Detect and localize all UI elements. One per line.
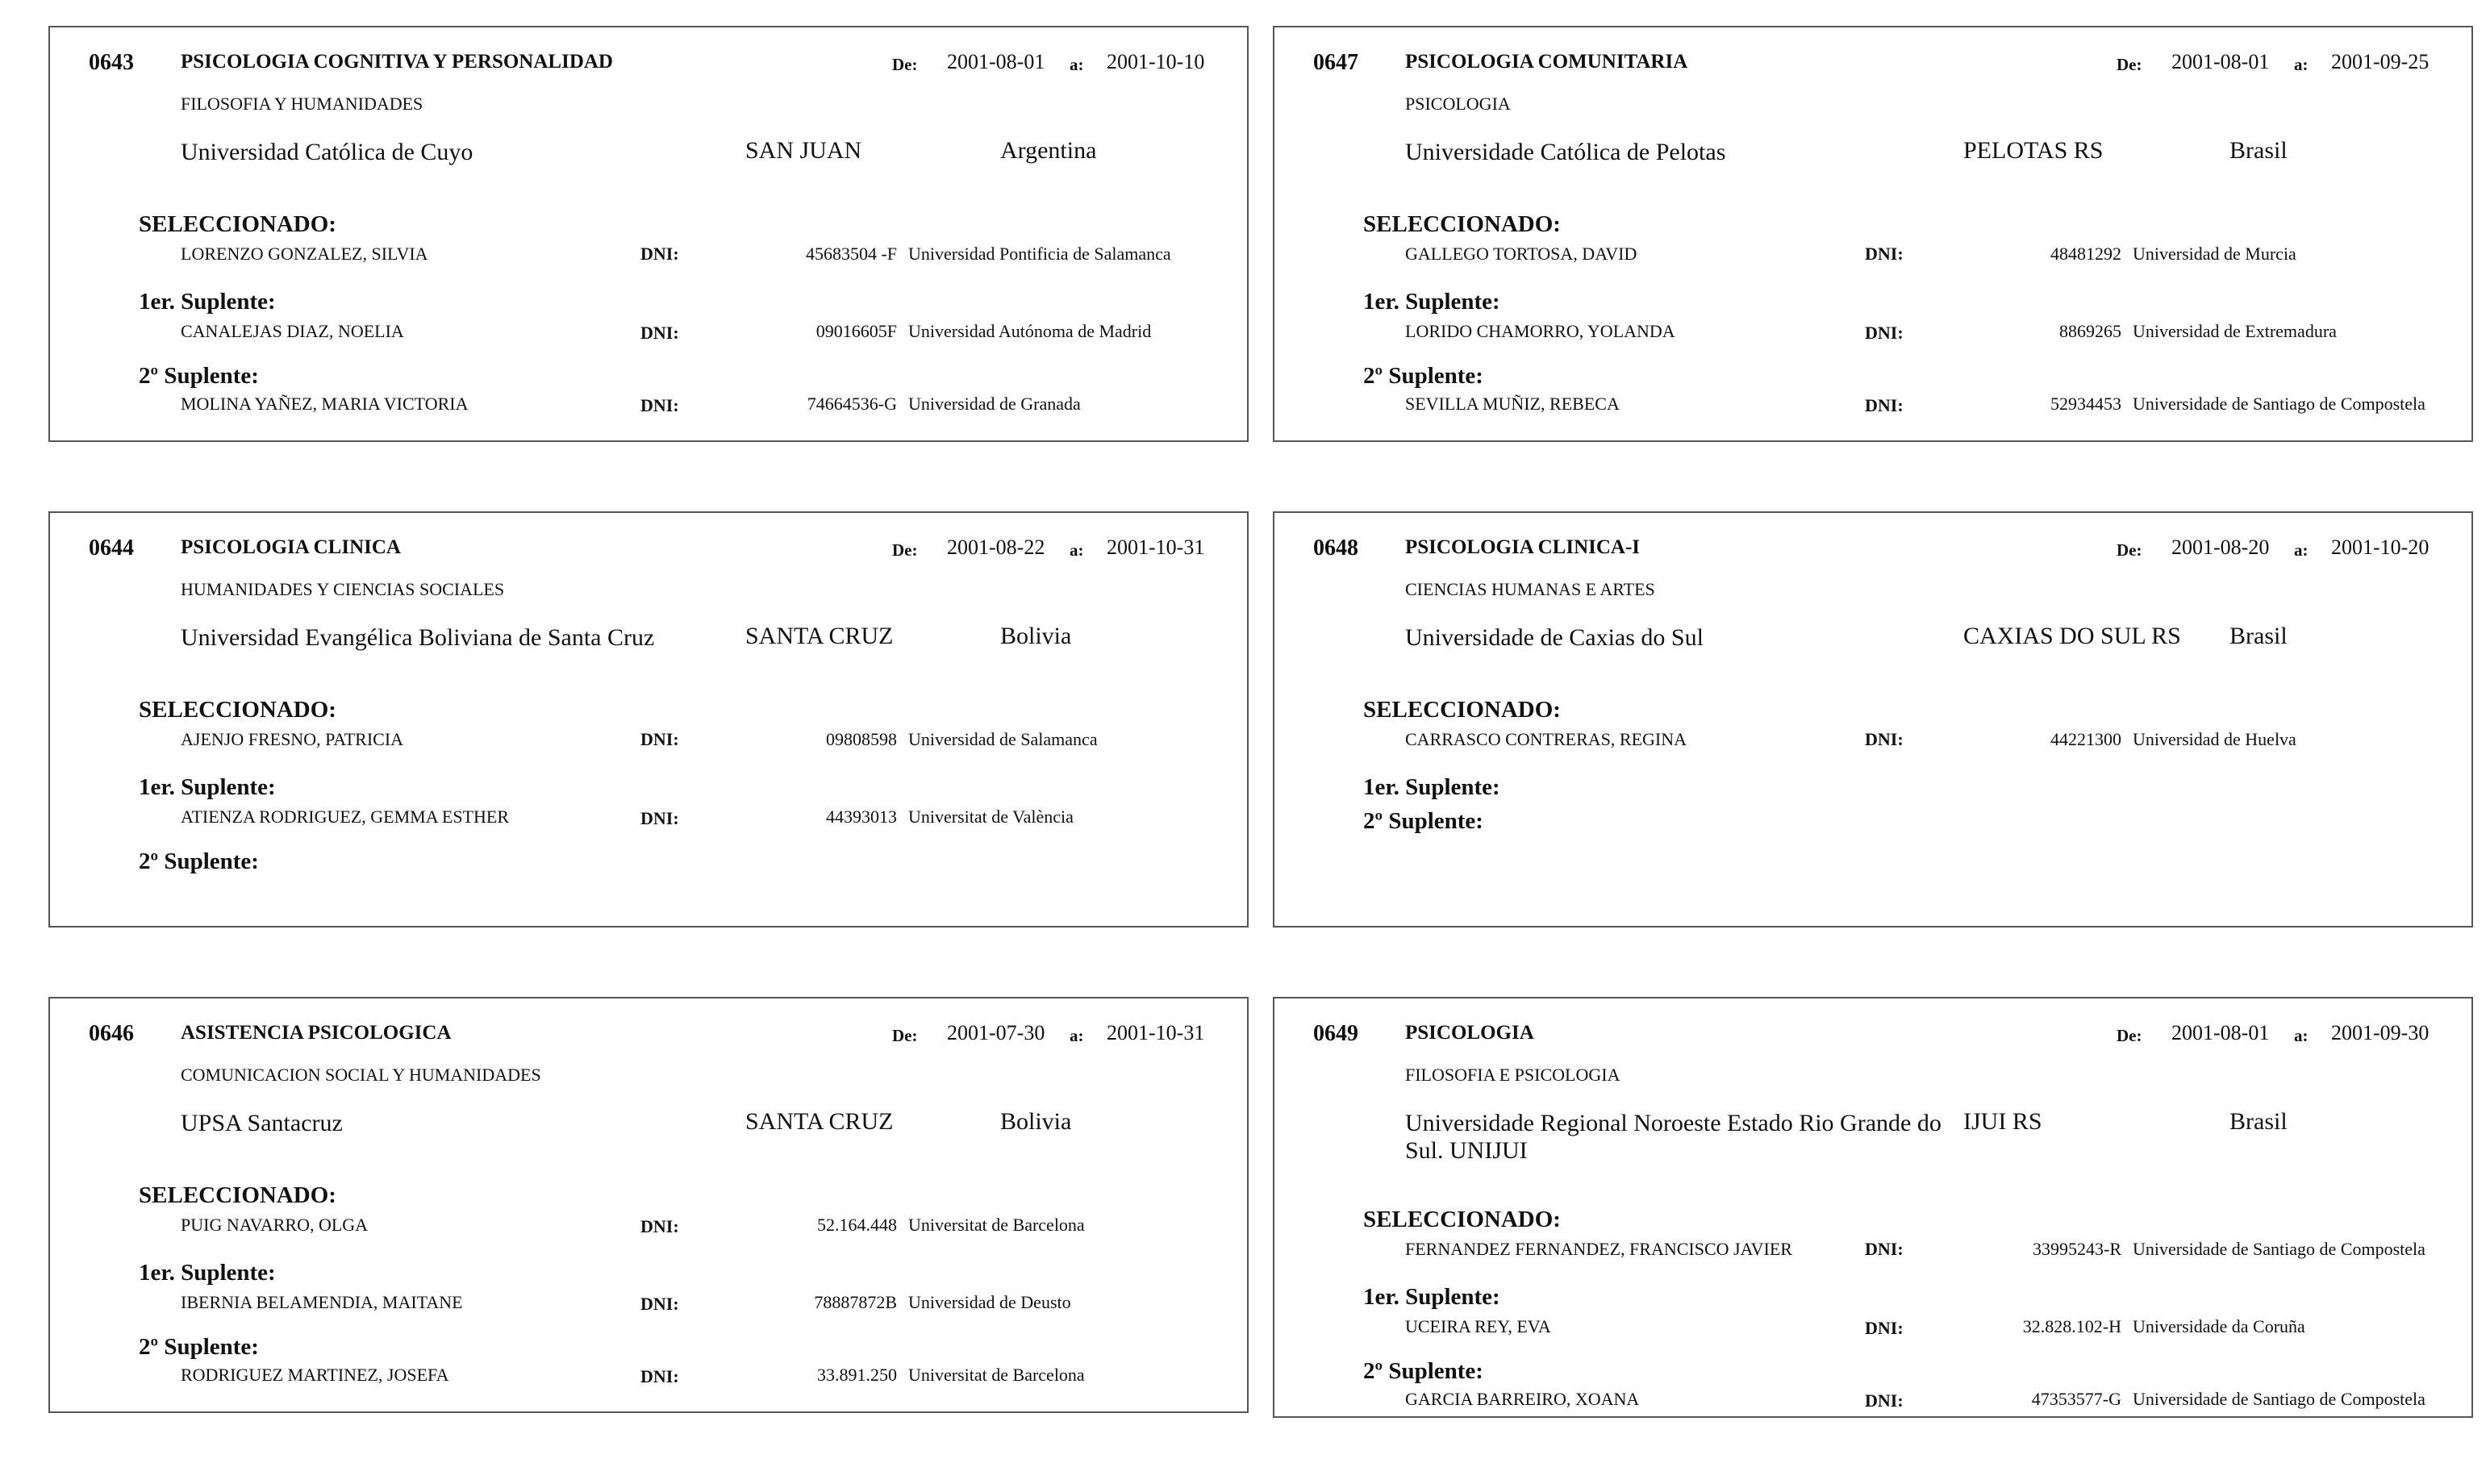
first-substitute-university: Universidad Autónoma de Madrid xyxy=(908,321,1152,341)
placement-card xyxy=(1273,26,2473,442)
date-to: 2001-10-31 xyxy=(1107,1021,1205,1044)
selected-name: GALLEGO TORTOSA, DAVID xyxy=(1405,244,1637,264)
selected-university: Universidad Pontificia de Salamanca xyxy=(908,244,1171,264)
selected-heading: SELECCIONADO: xyxy=(139,697,336,723)
second-substitute-dni: 74664536-G xyxy=(807,394,897,414)
program-title: ASISTENCIA PSICOLOGICA xyxy=(181,1022,452,1044)
host-university: Universidad Evangélica Boliviana de Santa Cruz xyxy=(181,624,655,651)
first-substitute-dni: 32.828.102-H xyxy=(2022,1316,2121,1336)
dni-label: DNI: xyxy=(1865,729,1904,749)
first-substitute-name: IBERNIA BELAMENDIA, MAITANE xyxy=(181,1292,463,1312)
faculty: CIENCIAS HUMANAS E ARTES xyxy=(1405,579,1655,599)
dni-label: DNI: xyxy=(640,1294,679,1314)
second-substitute-dni: 47353577-G xyxy=(2031,1389,2121,1409)
selected-dni: 52.164.448 xyxy=(817,1215,897,1235)
dni-label: DNI: xyxy=(640,1366,679,1386)
host-city: SAN JUAN xyxy=(745,137,862,164)
placement-card xyxy=(48,997,1249,1413)
second-substitute-name: MOLINA YAÑEZ, MARIA VICTORIA xyxy=(181,394,469,414)
dni-label: DNI: xyxy=(1865,1390,1904,1411)
date-to: 2001-09-30 xyxy=(2331,1021,2430,1044)
placement-code: 0647 xyxy=(1313,50,1358,75)
second-substitute-name: SEVILLA MUÑIZ, REBECA xyxy=(1405,394,1620,414)
date-to-label: a: xyxy=(2294,540,2309,560)
host-city: CAXIAS DO SUL RS xyxy=(1963,623,2181,649)
first-substitute-heading: 1er. Suplente: xyxy=(1363,1284,1500,1310)
second-substitute-dni: 52934453 xyxy=(2050,394,2121,414)
faculty: COMUNICACION SOCIAL Y HUMANIDADES xyxy=(181,1065,541,1085)
host-university: Universidade Regional Noroeste Estado Rio Grande do Sul. UNIJUI xyxy=(1405,1110,1942,1164)
first-substitute-name: ATIENZA RODRIGUEZ, GEMMA ESTHER xyxy=(181,807,509,827)
faculty: FILOSOFIA Y HUMANIDADES xyxy=(181,94,423,114)
first-substitute-dni: 44393013 xyxy=(826,807,897,827)
host-country: Brasil xyxy=(2229,1108,2288,1135)
selected-name: FERNANDEZ FERNANDEZ, FRANCISCO JAVIER xyxy=(1405,1239,1792,1259)
second-substitute-heading: 2º Suplente: xyxy=(1363,1358,1483,1384)
placement-code: 0644 xyxy=(89,536,134,561)
first-substitute-heading: 1er. Suplente: xyxy=(139,774,276,800)
program-title: PSICOLOGIA COGNITIVA Y PERSONALIDAD xyxy=(181,51,613,73)
placement-card xyxy=(1273,511,2473,928)
second-substitute-heading: 2º Suplente: xyxy=(1363,808,1483,834)
dni-label: DNI: xyxy=(1865,1318,1904,1338)
selected-heading: SELECCIONADO: xyxy=(1363,211,1561,237)
selected-university: Universidad de Murcia xyxy=(2133,244,2296,264)
second-substitute-university: Universidade de Santiago de Compostela xyxy=(2133,1389,2425,1409)
selected-university: Universitat de Barcelona xyxy=(908,1215,1085,1235)
first-substitute-university: Universidade da Coruña xyxy=(2133,1316,2305,1336)
date-to: 2001-10-20 xyxy=(2331,536,2430,559)
date-to-label: a: xyxy=(1070,55,1084,74)
date-from: 2001-08-01 xyxy=(2171,50,2270,73)
dni-label: DNI: xyxy=(640,808,679,828)
dni-label: DNI: xyxy=(640,244,679,264)
first-substitute-name: LORIDO CHAMORRO, YOLANDA xyxy=(1405,321,1675,341)
dni-label: DNI: xyxy=(1865,395,1904,415)
placement-code: 0643 xyxy=(89,50,134,75)
host-city: PELOTAS RS xyxy=(1963,137,2104,164)
date-to: 2001-10-31 xyxy=(1107,536,1205,559)
selected-name: PUIG NAVARRO, OLGA xyxy=(181,1215,369,1235)
date-from: 2001-08-22 xyxy=(947,536,1045,559)
first-substitute-dni: 78887872B xyxy=(814,1292,897,1312)
selected-name: CARRASCO CONTRERAS, REGINA xyxy=(1405,729,1687,749)
selected-name: AJENJO FRESNO, PATRICIA xyxy=(181,729,404,749)
date-to-label: a: xyxy=(2294,55,2309,74)
selected-name: LORENZO GONZALEZ, SILVIA xyxy=(181,244,428,264)
dni-label: DNI: xyxy=(1865,1239,1904,1259)
faculty: PSICOLOGIA xyxy=(1405,94,1511,114)
first-substitute-heading: 1er. Suplente: xyxy=(139,1260,276,1286)
host-university: UPSA Santacruz xyxy=(181,1110,343,1136)
date-from-label: De: xyxy=(2117,55,2142,74)
host-university: Universidade de Caxias do Sul xyxy=(1405,624,1704,651)
program-title: PSICOLOGIA CLINICA-I xyxy=(1405,536,1641,558)
first-substitute-university: Universidad de Deusto xyxy=(908,1292,1071,1312)
first-substitute-university: Universidad de Extremadura xyxy=(2133,321,2337,341)
host-city: SANTA CRUZ xyxy=(745,623,894,649)
selected-dni: 33995243-R xyxy=(2033,1239,2121,1259)
first-substitute-dni: 8869265 xyxy=(2059,321,2121,341)
faculty: HUMANIDADES Y CIENCIAS SOCIALES xyxy=(181,579,505,599)
dni-label: DNI: xyxy=(640,395,679,415)
second-substitute-university: Universidade de Santiago de Compostela xyxy=(2133,394,2425,414)
selected-dni: 44221300 xyxy=(2050,729,2121,749)
first-substitute-name: UCEIRA REY, EVA xyxy=(1405,1316,1551,1336)
dni-label: DNI: xyxy=(640,729,679,749)
selected-dni: 45683504 -F xyxy=(805,244,897,264)
first-substitute-heading: 1er. Suplente: xyxy=(1363,289,1500,315)
date-from-label: De: xyxy=(2117,1026,2142,1045)
host-university: Universidad Católica de Cuyo xyxy=(181,139,473,165)
host-country: Brasil xyxy=(2229,137,2288,164)
host-country: Bolivia xyxy=(1000,1108,1072,1135)
selected-heading: SELECCIONADO: xyxy=(139,1182,336,1208)
dni-label: DNI: xyxy=(640,1216,679,1236)
first-substitute-dni: 09016605F xyxy=(815,321,897,341)
second-substitute-dni: 33.891.250 xyxy=(817,1365,897,1385)
selected-heading: SELECCIONADO: xyxy=(1363,1207,1561,1232)
program-title: PSICOLOGIA CLINICA xyxy=(181,536,401,558)
date-to-label: a: xyxy=(1070,1026,1084,1045)
placement-card xyxy=(1273,997,2473,1418)
dni-label: DNI: xyxy=(1865,244,1904,264)
second-substitute-heading: 2º Suplente: xyxy=(139,1334,259,1360)
first-substitute-heading: 1er. Suplente: xyxy=(139,289,276,315)
host-country: Brasil xyxy=(2229,623,2288,649)
second-substitute-university: Universitat de Barcelona xyxy=(908,1365,1085,1385)
selected-university: Universidad de Salamanca xyxy=(908,729,1098,749)
date-from: 2001-08-01 xyxy=(947,50,1045,73)
placement-code: 0649 xyxy=(1313,1021,1358,1046)
first-substitute-heading: 1er. Suplente: xyxy=(1363,774,1500,800)
host-city: IJUI RS xyxy=(1963,1108,2042,1135)
date-to: 2001-10-10 xyxy=(1107,50,1205,73)
selected-university: Universidad de Huelva xyxy=(2133,729,2296,749)
date-to: 2001-09-25 xyxy=(2331,50,2430,73)
date-from-label: De: xyxy=(892,540,918,560)
second-substitute-university: Universidad de Granada xyxy=(908,394,1081,414)
selected-dni: 09808598 xyxy=(826,729,897,749)
placement-card xyxy=(48,511,1249,928)
first-substitute-name: CANALEJAS DIAZ, NOELIA xyxy=(181,321,404,341)
second-substitute-name: GARCIA BARREIRO, XOANA xyxy=(1405,1389,1640,1409)
host-university: Universidade Católica de Pelotas xyxy=(1405,139,1726,165)
date-from-label: De: xyxy=(2117,540,2142,560)
host-country: Argentina xyxy=(1000,137,1097,164)
placement-code: 0648 xyxy=(1313,536,1358,561)
date-to-label: a: xyxy=(2294,1026,2309,1045)
date-from: 2001-08-20 xyxy=(2171,536,2270,559)
date-from-label: De: xyxy=(892,55,918,74)
second-substitute-name: RODRIGUEZ MARTINEZ, JOSEFA xyxy=(181,1365,449,1385)
second-substitute-heading: 2º Suplente: xyxy=(1363,363,1483,389)
host-country: Bolivia xyxy=(1000,623,1072,649)
placement-card xyxy=(48,26,1249,442)
selected-university: Universidade de Santiago de Compostela xyxy=(2133,1239,2425,1259)
date-to-label: a: xyxy=(1070,540,1084,560)
second-substitute-heading: 2º Suplente: xyxy=(139,848,259,874)
faculty: FILOSOFIA E PSICOLOGIA xyxy=(1405,1065,1620,1085)
dni-label: DNI: xyxy=(1865,323,1904,343)
dni-label: DNI: xyxy=(640,323,679,343)
date-from-label: De: xyxy=(892,1026,918,1045)
selected-heading: SELECCIONADO: xyxy=(1363,697,1561,723)
selected-dni: 48481292 xyxy=(2050,244,2121,264)
program-title: PSICOLOGIA COMUNITARIA xyxy=(1405,51,1688,73)
selected-heading: SELECCIONADO: xyxy=(139,211,336,237)
date-from: 2001-08-01 xyxy=(2171,1021,2270,1044)
first-substitute-university: Universitat de València xyxy=(908,807,1074,827)
placement-code: 0646 xyxy=(89,1021,134,1046)
date-from: 2001-07-30 xyxy=(947,1021,1045,1044)
second-substitute-heading: 2º Suplente: xyxy=(139,363,259,389)
program-title: PSICOLOGIA xyxy=(1405,1022,1534,1044)
host-city: SANTA CRUZ xyxy=(745,1108,894,1135)
